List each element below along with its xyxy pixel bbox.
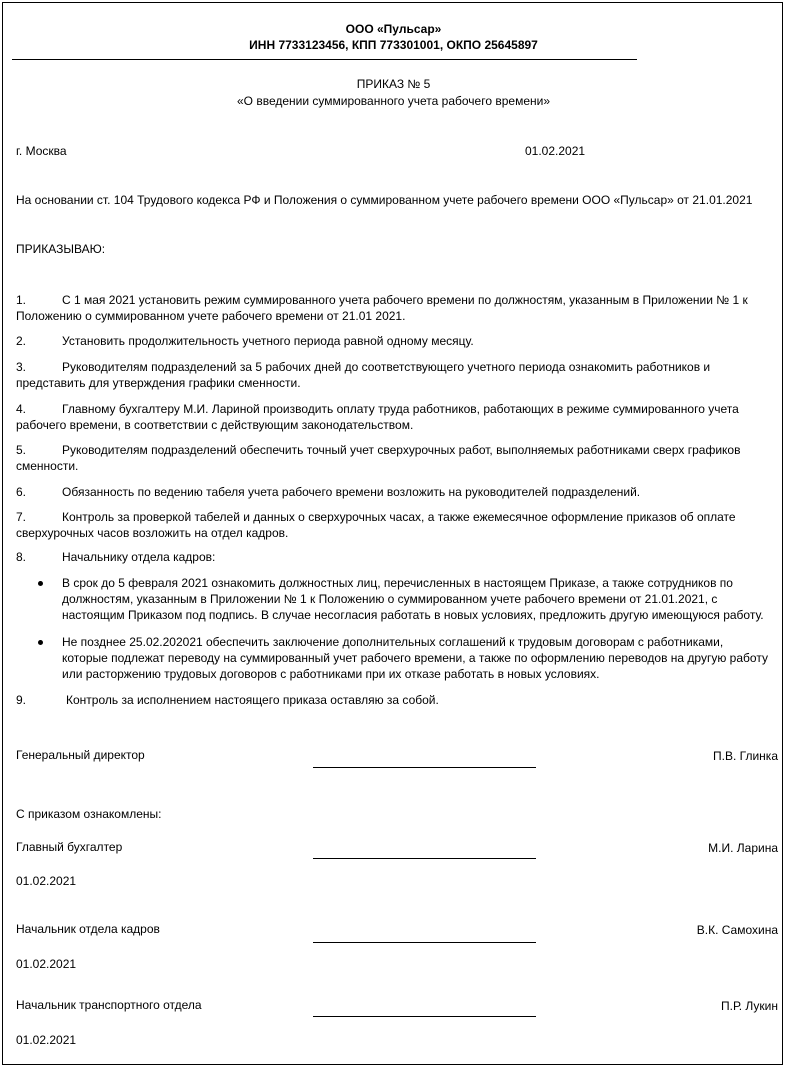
item-number: 5.: [16, 443, 27, 457]
place: г. Москва: [16, 144, 67, 158]
list-item: [16, 401, 756, 433]
list-item: [16, 549, 756, 565]
item-text: Руководителям подразделений за 5 рабочих дней до соответствующего учетного периода ознакомить работников и представить для утверждения графики сменности.: [16, 360, 711, 390]
order-number: ПРИКАЗ № 5: [356, 77, 431, 91]
header-divider: [12, 59, 637, 60]
signer-title: Главный бухгалтер: [16, 840, 123, 854]
signer-title: Начальник отдела кадров: [16, 922, 160, 936]
bullet-text: Не позднее 25.02.202021 обеспечить заключение дополнительных соглашений к трудовым договорам с работниками, которые подлежат переводу на суммированный учет рабочего времени, а также по оформлению переводов на другую работу или расторжению трудовых договоров с работниками при их отказе работать в новых условиях.: [62, 635, 768, 681]
list-item: [16, 484, 756, 500]
signer-name: П.Р. Лукин: [721, 999, 778, 1013]
signer-date: 01.02.2021: [16, 957, 77, 971]
item-number: 9.: [16, 693, 27, 707]
item-text: Установить продолжительность учетного периода равной одному месяцу.: [62, 334, 474, 348]
order-word: ПРИКАЗЫВАЮ:: [16, 242, 106, 256]
item-number: 1.: [16, 293, 27, 307]
company-name: ООО «Пульсар»: [345, 22, 442, 36]
item-text: Начальнику отдела кадров:: [62, 550, 216, 564]
item-number: 8.: [16, 550, 27, 564]
signature-line: [313, 942, 536, 943]
order-subject: «О введении суммированного учета рабочего времени»: [236, 94, 550, 108]
signature-line: [313, 767, 536, 768]
bullet-item: [38, 575, 768, 623]
signer-title: Начальник транспортного отдела: [16, 998, 202, 1012]
item-number: 7.: [16, 510, 27, 524]
list-item: [16, 509, 756, 541]
item-number: 2.: [16, 334, 27, 348]
list-item: [16, 292, 756, 324]
acquainted-label: С приказом ознакомлены:: [16, 807, 162, 821]
item-number: 6.: [16, 485, 27, 499]
basis-text: На основании ст. 104 Трудового кодекса РФ и Положения о суммированном учете рабочего времени ООО «Пульсар» от 21.01.2021: [16, 193, 753, 207]
order-date: 01.02.2021: [525, 144, 586, 158]
signer-name: М.И. Ларина: [708, 841, 778, 855]
signature-line: [313, 858, 536, 859]
director-title: Генеральный директор: [16, 748, 145, 762]
signer-date: 01.02.2021: [16, 874, 77, 888]
item-text: Контроль за проверкой табелей и данных о сверхурочных часах, а также ежемесячное оформление приказов об оплате сверхурочных часов возложить на отдел кадров.: [16, 510, 736, 540]
director-name: П.В. Глинка: [713, 749, 778, 763]
list-item: [16, 442, 756, 474]
item-text: С 1 мая 2021 установить режим суммированного учета рабочего времени по должностям, указанным в Приложении № 1 к Положению о суммированном учете рабочего времени от 21.01 2021.: [16, 293, 748, 323]
bullet-item: [38, 634, 768, 682]
item-text: Обязанность по ведению табеля учета рабочего времени возложить на руководителей подразделений.: [62, 485, 641, 499]
item-number: 3.: [16, 360, 27, 374]
item-text: Руководителям подразделений обеспечить точный учет сверхурочных работ, выполняемых работниками сверх графиков сменности.: [16, 443, 741, 473]
list-item: [16, 692, 756, 708]
company-codes: ИНН 7733123456, КПП 773301001, ОКПО 25645897: [249, 38, 538, 52]
item-text: Контроль за исполнением настоящего приказа оставляю за собой.: [66, 693, 439, 707]
bullet-icon: [38, 640, 43, 645]
item-text: Главному бухгалтеру М.И. Лариной производить оплату труда работников, работающих в режиме суммированного учета рабочего времени, в соответствии с действующим законодательством.: [16, 402, 739, 432]
list-item: [16, 359, 756, 391]
signer-date: 01.02.2021: [16, 1033, 77, 1047]
signer-name: В.К. Самохина: [696, 923, 778, 937]
item-number: 4.: [16, 402, 27, 416]
bullet-icon: [38, 581, 43, 586]
bullet-text: В срок до 5 февраля 2021 ознакомить должностных лиц, перечисленных в настоящем Приказе, а также сотрудников по должностям, указанным в Приложении № 1 к Положению о суммированном учете рабочего времени от 21.01.2021, с настоящим Приказом под подпись. В случае несогласия работать в новых условиях, предложить другую имеющуюся работу.: [62, 576, 764, 622]
signature-line: [313, 1016, 536, 1017]
list-item: [16, 333, 756, 349]
